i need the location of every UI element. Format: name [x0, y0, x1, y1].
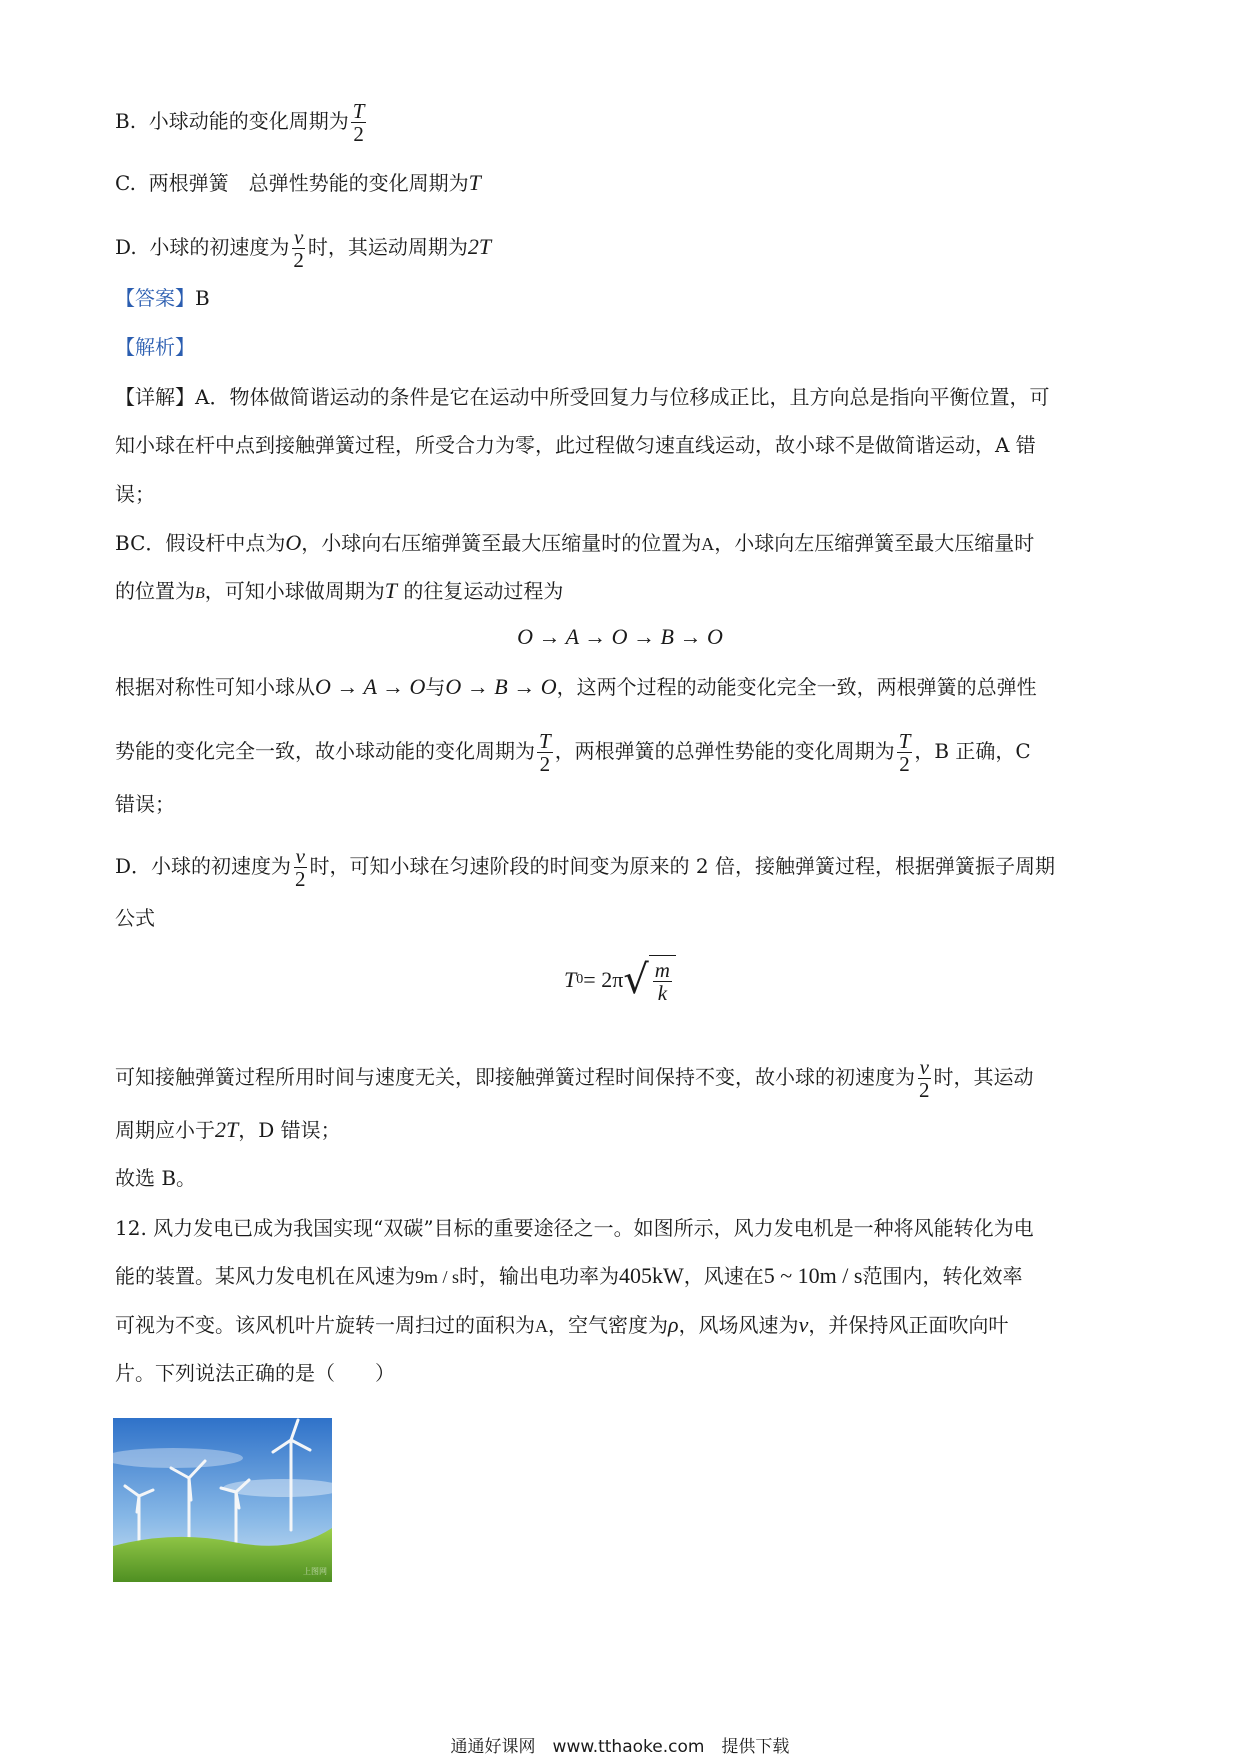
- fraction-denominator: 2: [919, 1078, 930, 1102]
- detail-text: BC．假设杆中点为: [115, 531, 286, 555]
- question-text: ，风速在: [683, 1264, 764, 1288]
- fraction: [291, 226, 306, 271]
- detail-text: ，可知小球做周期为: [204, 579, 385, 603]
- detail-text: 时，其运动: [933, 1065, 1034, 1089]
- math-var: A: [701, 534, 715, 554]
- question-text: 片。下列说法正确的是（ ）: [115, 1361, 395, 1385]
- detail-text: 与: [425, 675, 446, 699]
- question-text: ，空气密度为: [548, 1313, 668, 1337]
- detail-c-line1: [115, 1056, 1034, 1101]
- math-var: v: [798, 1312, 809, 1337]
- fraction: [293, 845, 308, 890]
- detail-text: ，两根弹簧的总弹性势能的变化周期为: [554, 739, 895, 763]
- option-label: D.: [115, 235, 137, 259]
- detail-text: A．物体做简谐运动的条件是它在运动中所受回复力与位移成正比，且方向总是指向平衡位置，可: [195, 385, 1050, 409]
- fraction: [917, 1056, 932, 1101]
- detail-d-line2: [115, 903, 155, 933]
- detail-c-line2: [115, 1115, 341, 1145]
- fraction-denominator: 2: [293, 248, 304, 272]
- q12-line1: [115, 1213, 1034, 1243]
- detail-choose: [115, 1163, 196, 1193]
- sqrt: [623, 955, 676, 1005]
- option-label: C.: [115, 171, 136, 195]
- option-label: B.: [115, 109, 137, 133]
- question-text: ，风场风速为: [678, 1313, 799, 1337]
- math-operator: = 2π: [583, 967, 624, 992]
- detail-text: 错误；: [115, 792, 175, 816]
- detail-text: ，B 正确，C: [914, 739, 1031, 763]
- math-value: 405kW: [619, 1263, 684, 1288]
- detail-text: 根据对称性可知小球从: [115, 675, 315, 699]
- detail-text: D．小球的初速度为: [115, 854, 292, 878]
- analysis-line: [115, 332, 195, 362]
- detail-text: 的位置为: [115, 579, 195, 603]
- question-text: 12. 风力发电已成为我国实现“双碳”目标的重要途径之一。如图所示，风力发电机是一种将风能转化为电: [115, 1216, 1034, 1240]
- detail-sym-line1: [115, 672, 1037, 702]
- question-text: ，并保持风正面吹向叶: [808, 1313, 1009, 1337]
- detail-text: 误；: [115, 482, 155, 506]
- fraction: [897, 730, 913, 775]
- question-text: 时，输出电功率为: [459, 1264, 620, 1288]
- fraction-numerator: v: [293, 225, 304, 249]
- radical-sign: √: [623, 957, 649, 1003]
- fraction-denominator: 2: [899, 752, 910, 776]
- fraction-numerator: m: [654, 958, 670, 982]
- question-text: 能的装置。某风力发电机在风速为: [115, 1264, 415, 1288]
- answer-value: B: [195, 286, 210, 310]
- detail-a-line3: [115, 479, 155, 509]
- process-equation: O → A → O → B → O: [517, 624, 723, 649]
- radicand: [649, 955, 676, 1005]
- math-var: O: [285, 530, 302, 555]
- math-var: 2T: [467, 234, 492, 259]
- option-c: [115, 168, 481, 198]
- fraction-numerator: T: [898, 729, 911, 753]
- detail-sym-line2: [115, 730, 1031, 775]
- detail-bc-line2: [115, 576, 563, 609]
- math-subscript: 0: [576, 972, 584, 987]
- detail-a-line1: [115, 382, 1049, 412]
- math-var: T: [564, 967, 577, 992]
- fraction-denominator: 2: [539, 752, 551, 776]
- period-formula: [0, 955, 1240, 1021]
- math-var: ρ: [668, 1312, 679, 1337]
- detail-text: ，D 错误；: [238, 1118, 341, 1142]
- math-var: B: [195, 585, 205, 602]
- option-text: 小球动能的变化周期为: [148, 109, 349, 133]
- detail-text: ，这两个过程的动能变化完全一致，两根弹簧的总弹性: [556, 675, 1037, 699]
- q12-line3: [115, 1310, 1008, 1341]
- detail-tag: 【详解】: [115, 385, 195, 409]
- fraction: [351, 100, 367, 145]
- option-text: 时，其运动周期为: [307, 235, 468, 259]
- fraction-denominator: k: [657, 981, 668, 1005]
- detail-text: 可知接触弹簧过程所用时间与速度无关，即接触弹簧过程时间保持不变，故小球的初速度为: [115, 1065, 915, 1089]
- detail-text: ，小球向右压缩弹簧至最大压缩量时的位置为: [301, 531, 702, 555]
- detail-text: 公式: [115, 906, 155, 930]
- fraction-numerator: v: [295, 844, 305, 868]
- analysis-tag: 【解析】: [115, 335, 195, 359]
- math-var: T: [384, 578, 398, 603]
- detail-a-line2: [115, 430, 1036, 460]
- fraction-numerator: v: [919, 1055, 929, 1079]
- detail-text: 故选 B。: [115, 1166, 197, 1190]
- detail-text: 势能的变化完全一致，故小球动能的变化周期为: [115, 739, 535, 763]
- option-b: [115, 100, 368, 145]
- detail-bc-line1: [115, 528, 1034, 559]
- detail-text: 时，可知小球在匀速阶段的时间变为原来的 2 倍，接触弹簧过程，根据弹簧振子周期: [309, 854, 1055, 878]
- option-text: 小球的初速度为: [149, 235, 290, 259]
- fraction-numerator: T: [539, 729, 551, 753]
- question-text: 范围内，转化效率: [862, 1264, 1023, 1288]
- math-expression: O → B → O: [445, 674, 557, 699]
- math-var: A: [535, 1316, 548, 1336]
- page-footer: 通通好课网 www.tthaoke.com 提供下载: [450, 1737, 790, 1757]
- math-value: 9m / s: [415, 1267, 460, 1287]
- detail-text: 的往复运动过程为: [397, 579, 564, 603]
- detail-sym-line3: [115, 789, 175, 819]
- detail-d-line1: [115, 845, 1055, 890]
- math-expression: O → A → O: [315, 674, 426, 699]
- question-text: 可视为不变。该风机叶片旋转一周扫过的面积为: [115, 1313, 535, 1337]
- wind-turbine-photo: [113, 1418, 332, 1582]
- image-watermark: 上图网: [303, 1567, 327, 1576]
- q12-line2: [115, 1261, 1022, 1292]
- math-var: 2T: [215, 1117, 239, 1142]
- detail-text: ，小球向左压缩弹簧至最大压缩量时: [714, 531, 1035, 555]
- detail-text: 知小球在杆中点到接触弹簧过程，所受合力为零，此过程做匀速直线运动，故小球不是做简谐运动，A 错: [115, 433, 1036, 457]
- fraction: [653, 959, 672, 1004]
- fraction-denominator: 2: [295, 867, 306, 891]
- answer-tag: 【答案】: [115, 286, 195, 310]
- fraction-numerator: T: [352, 99, 365, 123]
- detail-text: 周期应小于: [115, 1118, 215, 1142]
- fraction-denominator: 2: [353, 122, 364, 146]
- answer-line: [115, 283, 210, 313]
- option-text: 两根弹簧 总弹性势能的变化周期为: [148, 171, 469, 195]
- q12-line4: [115, 1358, 395, 1388]
- option-d: [115, 226, 491, 271]
- fraction: [537, 730, 553, 775]
- math-value: 5 ~ 10m / s: [763, 1263, 863, 1288]
- math-var: T: [468, 170, 481, 195]
- wind-turbine-image: [113, 1418, 332, 1582]
